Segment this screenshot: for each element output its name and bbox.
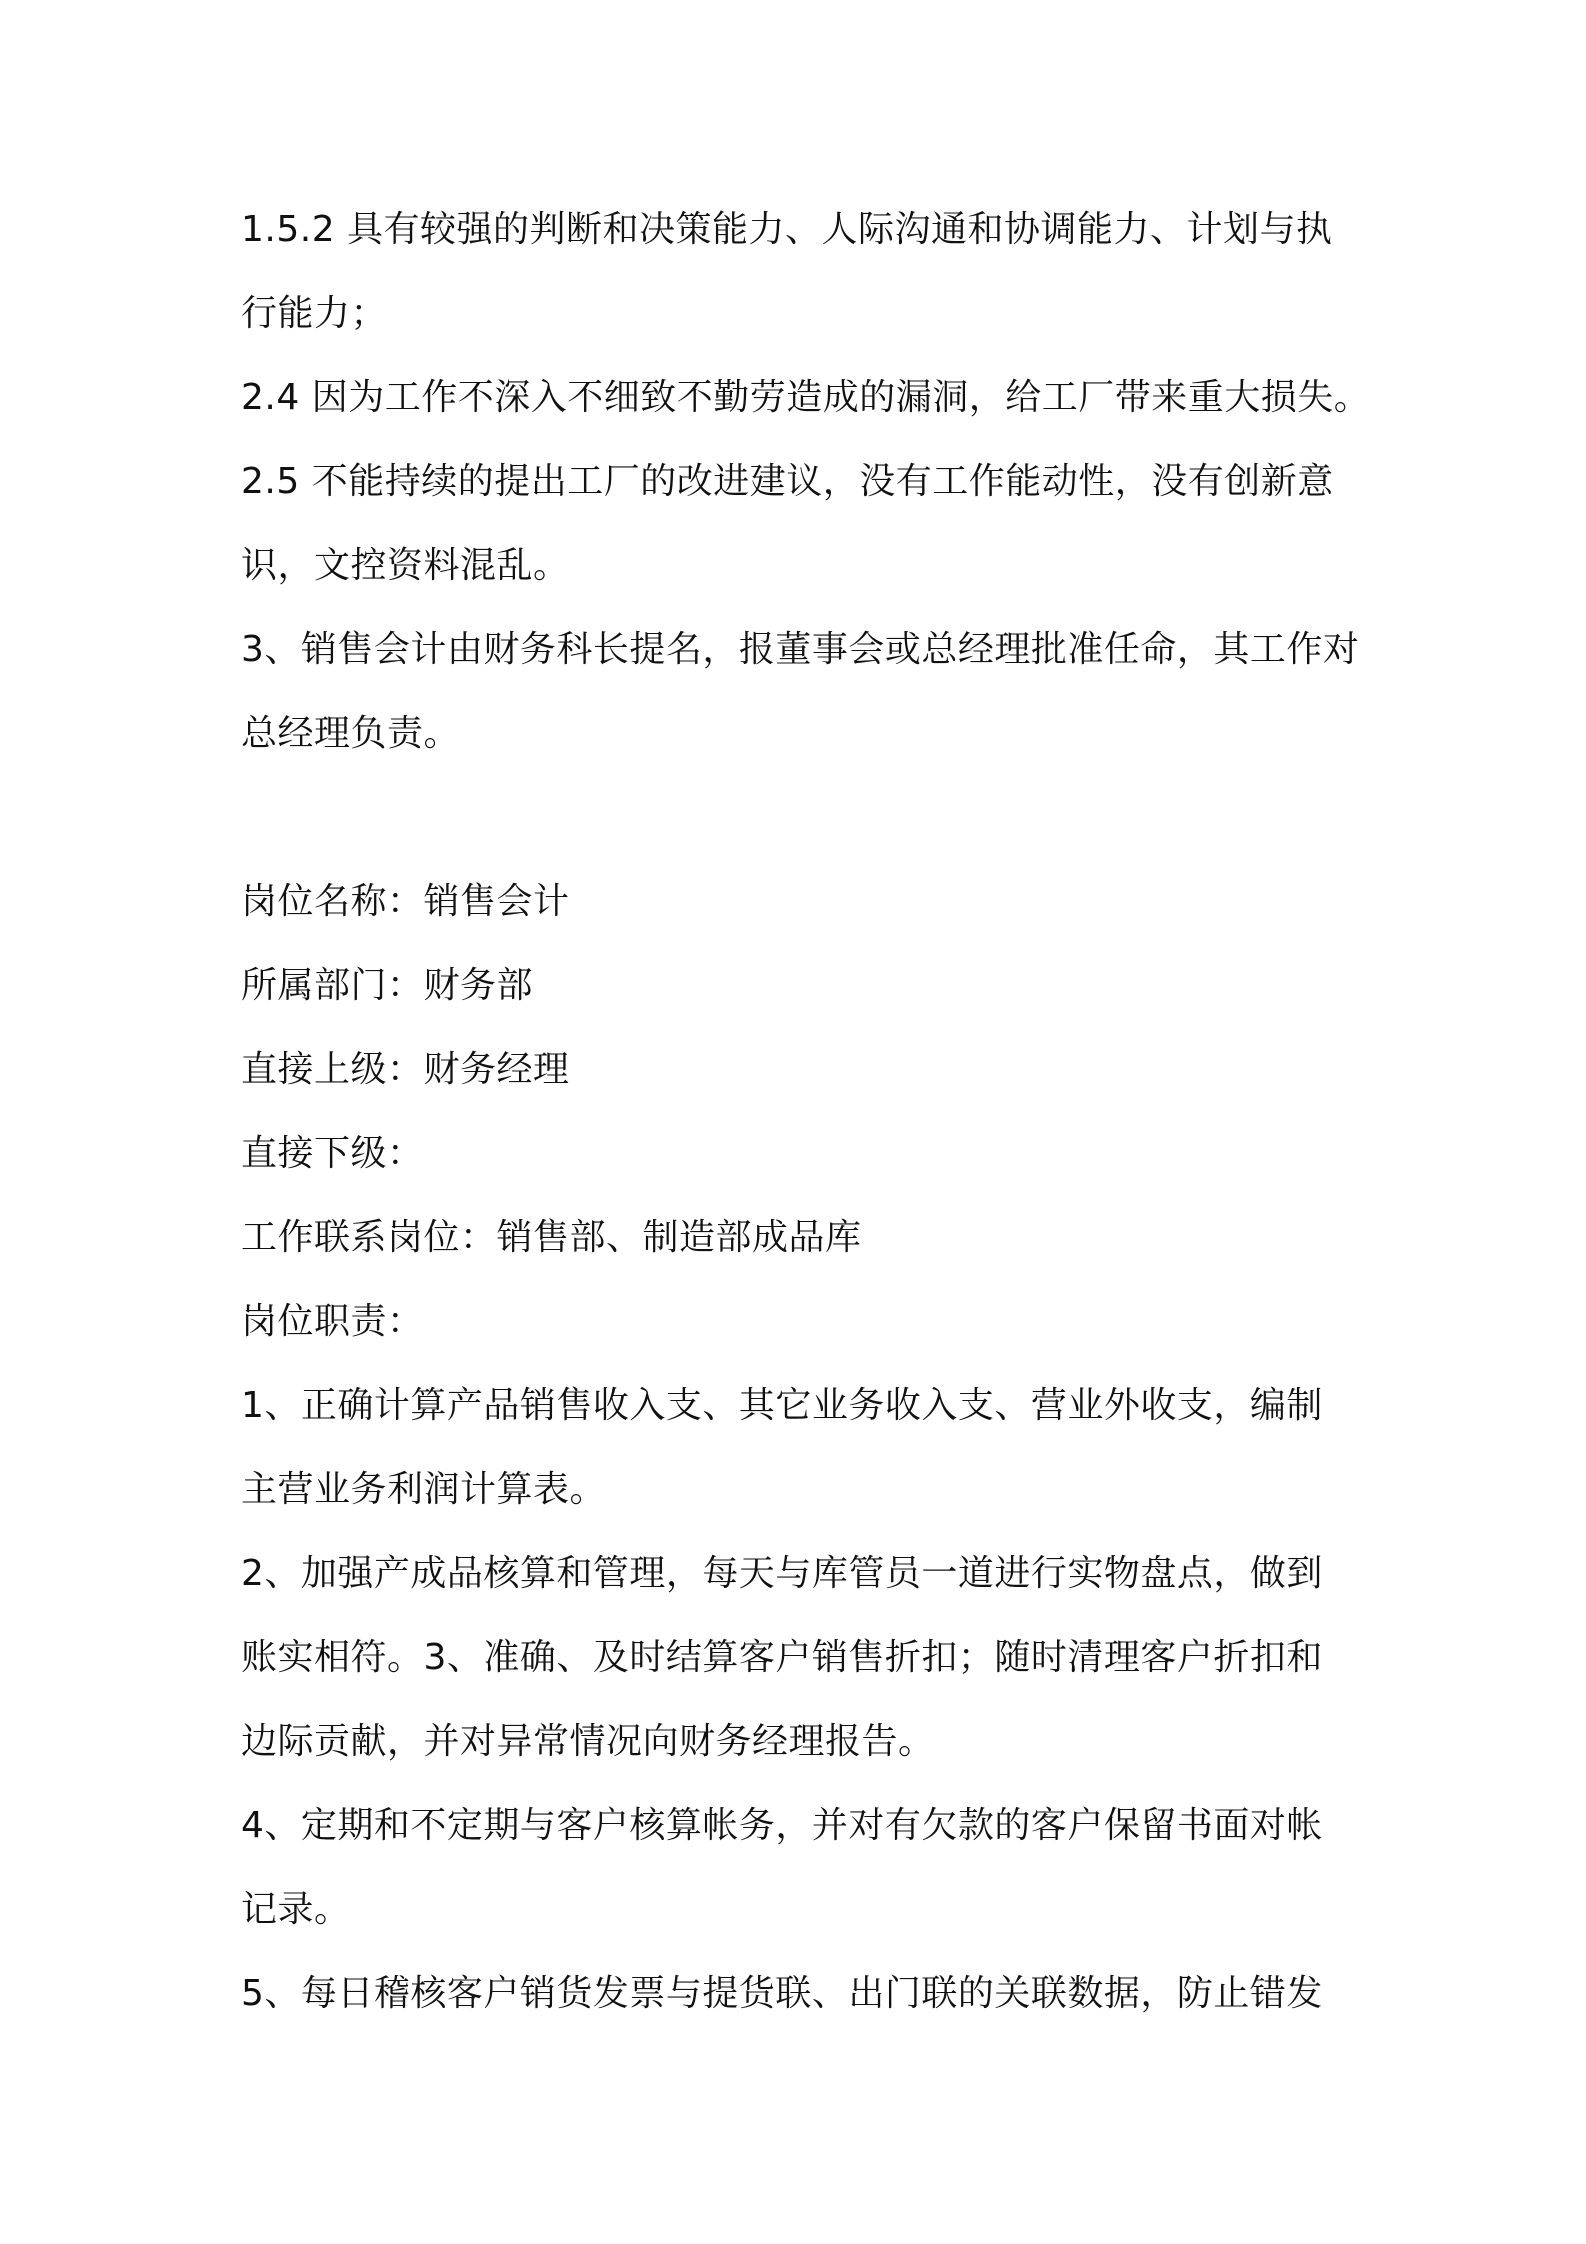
text-line: 记录。 bbox=[241, 1889, 351, 1930]
text-line: 总经理负责。 bbox=[241, 713, 461, 754]
text-line: 4、定期和不定期与客户核算帐务，并对有欠款的客户保留书面对帐 bbox=[241, 1805, 1323, 1846]
text-line: 识，文控资料混乱。 bbox=[241, 545, 570, 586]
text-line: 行能力； bbox=[241, 293, 388, 334]
direct-superior-line: 直接上级：财务经理 bbox=[241, 1049, 570, 1090]
department-line: 所属部门：财务部 bbox=[241, 965, 534, 1006]
text-line: 账实相符。3、准确、及时结算客户销售折扣；随时清理客户折扣和 bbox=[241, 1637, 1323, 1678]
responsibilities-heading: 岗位职责： bbox=[241, 1301, 424, 1342]
text-line: 2.5 不能持续的提出工厂的改进建议，没有工作能动性，没有创新意 bbox=[241, 461, 1334, 502]
job-title-line: 岗位名称：销售会计 bbox=[241, 881, 570, 922]
text-line: 3、销售会计由财务科长提名，报董事会或总经理批准任命，其工作对 bbox=[241, 629, 1360, 670]
text-line: 主营业务利润计算表。 bbox=[241, 1469, 607, 1510]
related-positions-line: 工作联系岗位：销售部、制造部成品库 bbox=[241, 1217, 862, 1258]
direct-subordinate-line: 直接下级： bbox=[241, 1133, 424, 1174]
text-line: 2、加强产成品核算和管理，每天与库管员一道进行实物盘点，做到 bbox=[241, 1553, 1323, 1594]
text-line: 边际贡献，并对异常情况向财务经理报告。 bbox=[241, 1721, 935, 1762]
text-line: 5、每日稽核客户销货发票与提货联、出门联的关联数据，防止错发 bbox=[241, 1973, 1323, 2014]
text-line: 1.5.2 具有较强的判断和决策能力、人际沟通和协调能力、计划与执 bbox=[241, 209, 1333, 250]
text-line: 1、正确计算产品销售收入支、其它业务收入支、营业外收支，编制 bbox=[241, 1385, 1323, 1426]
text-line: 2.4 因为工作不深入不细致不勤劳造成的漏洞，给工厂带来重大损失。 bbox=[241, 377, 1371, 418]
